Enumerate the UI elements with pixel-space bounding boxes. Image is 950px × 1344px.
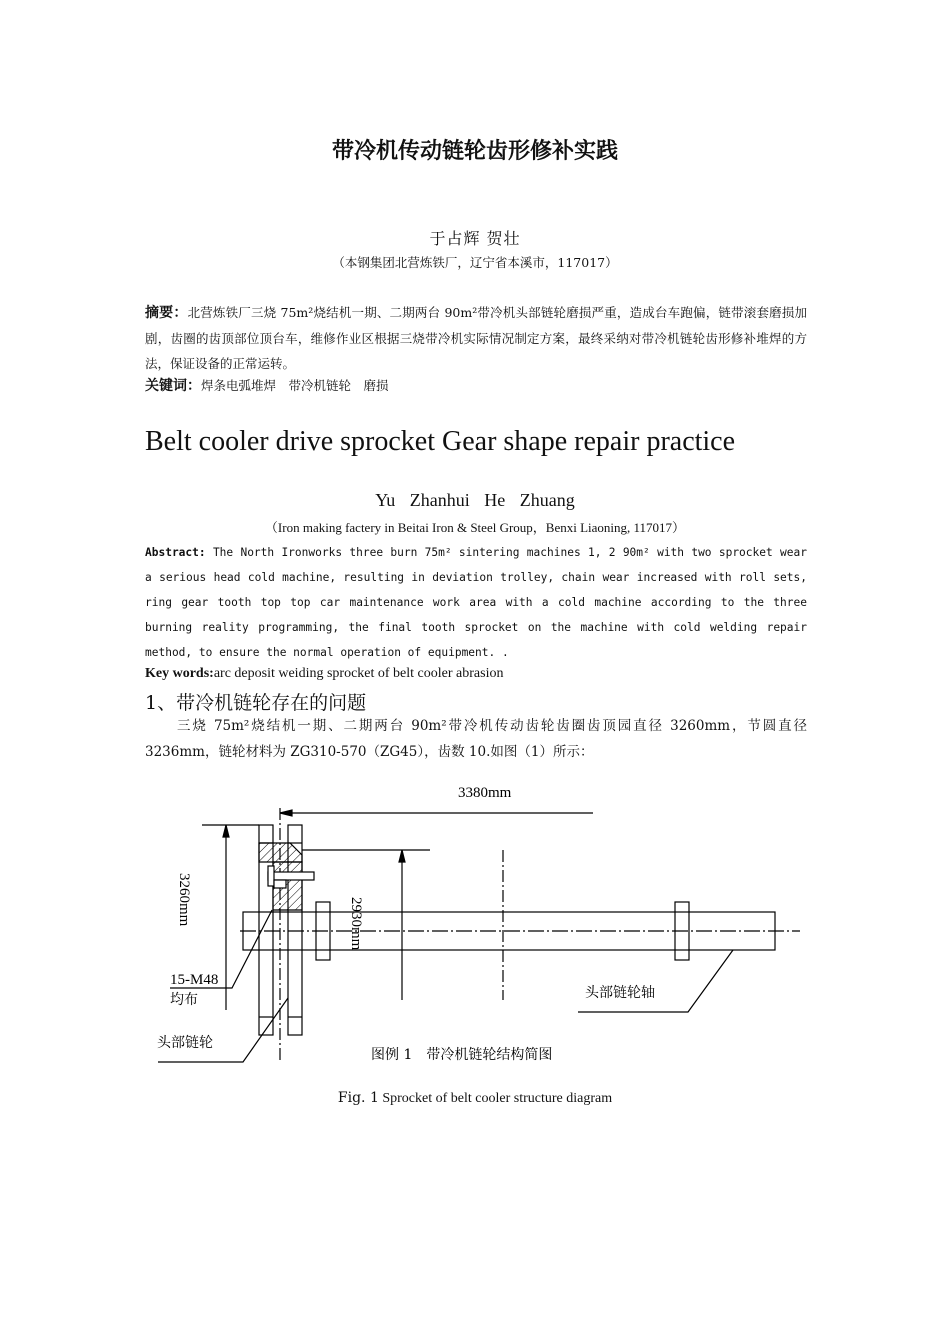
affiliation: （本钢集团北营炼铁厂，辽宁省本溪市，117017） (332, 255, 618, 270)
paper-title: 带冷机传动链轮齿形修补实践 (331, 139, 618, 164)
keywords-en-text: arc deposit weiding sprocket of belt cooler abrasion (213, 666, 504, 681)
title-en: Belt cooler drive sprocket Gear shape repair practice (145, 426, 736, 457)
affiliation-en: （Iron making factery in Beitai Iron & Steel Group，Benxi Liaoning, 117017） (264, 520, 686, 535)
dim-label-left: 3260mm (176, 873, 192, 927)
keywords-cn-text: 焊条电弧堆焊 带冷机链轮 磨损 (201, 378, 389, 393)
bolt (268, 872, 314, 880)
abstract-en (145, 540, 807, 665)
leader-shaft (578, 950, 733, 1012)
section-paragraph: 三烧 75m²烧结机一期、二期两台 90m²带冷机传动齿轮齿圈齿顶园直径 3260mm，节圆直径 3236mm，链轮材料为 ZG310-570（ZG45），齿数 10.如图（1）所示： (145, 718, 807, 760)
abstract-en-text: The North Ironworks three burn 75m² sintering machines 1, 2 90m² with two sprocket wear a serious head cold machine, resulting in deviation trolley, chain wear increased with roll sets, ring gear tooth top top car maintenance work area with a cold machine according to the three burning reality programming, the final tooth sprocket on the machine with cold welding repair method, to ensure the normal operation of equipment. . (145, 546, 807, 659)
abstract-cn-label: 摘要： (145, 305, 188, 321)
figure-caption-prefix: Fig. 1 (337, 1090, 379, 1106)
label-bolt-dist: 均布 (170, 992, 198, 1008)
dim-label-mid: 2930mm (348, 897, 364, 951)
authors-en: Yu Zhanhui He Zhuang (375, 490, 575, 510)
figure-inner-caption: 图例 1 带冷机链轮结构简图 (371, 1047, 553, 1063)
keywords-en-label: Key words: (145, 666, 214, 681)
label-sprocket: 头部链轮 (157, 1035, 213, 1051)
dim-label-top: 3380mm (458, 785, 512, 801)
label-shaft: 头部链轮轴 (585, 985, 655, 1001)
keywords-cn-label: 关键词： (145, 378, 201, 394)
abstract-cn-text: 北营炼铁厂三烧 75m²烧结机一期、二期两台 90m²带冷机头部链轮磨损严重，造成台车跑偏，链带滚套磨损加剧，齿圈的齿顶部位顶台车，维修作业区根据三烧带冷机实际情况制定方案，最终采纳对带冷机链轮齿形修补堆焊的方法，保证设备的正常运转。 (145, 305, 807, 371)
abstract-cn (145, 300, 807, 376)
abstract-en-label: Abstract: (145, 546, 206, 559)
keywords-en (145, 666, 503, 682)
section-heading: 1、带冷机链轮存在的问题 (145, 692, 367, 714)
figure-caption (0, 1090, 950, 1107)
authors: 于占辉 贺壮 (429, 229, 521, 248)
figure-caption-text: Sprocket of belt cooler structure diagram (382, 1091, 613, 1106)
keywords-cn (145, 375, 807, 397)
label-bolt: 15-M48 (170, 972, 219, 988)
sprocket-diagram (150, 770, 810, 1080)
